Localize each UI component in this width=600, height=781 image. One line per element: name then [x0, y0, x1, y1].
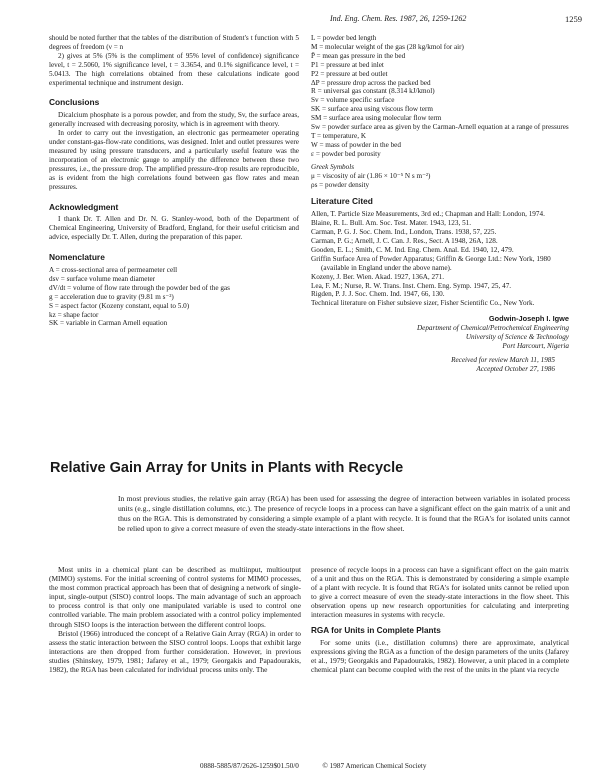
reference-item: Technical literature on Fisher subsieve sizer, Fisher Scientific Co., New York. — [311, 299, 535, 308]
nomenclature-item: P̄ = mean gas pressure in the bed — [311, 51, 406, 60]
nomenclature-item: R = universal gas constant (8.314 kJ/kmol) — [311, 87, 435, 96]
author-signature — [311, 315, 569, 373]
body-paragraph: Bristol (1966) introduced the concept of a Relative Gain Array (RGA) in order to assess the static interaction between the SISO control loops. Loops that exhibit large interactions are then dropped from further consideration. However, in previous studies (Shinskey, 1979, 1981; Jafarey et al., 1979; Georgakis and Papadourakis, 1982), the RGA has been calculated for individual process units only. The — [49, 628, 301, 675]
reference-item: Blaine, R. L. Bull. Am. Soc. Test. Mater. 1943, 123, 51. — [311, 219, 472, 228]
nomenclature-item: kz = shape factor — [49, 310, 99, 319]
nomenclature-item: P1 = pressure at bed inlet — [311, 60, 384, 69]
nomenclature-item: M = molecular weight of the gas (28 kg/kmol for air) — [311, 42, 464, 51]
body-right-column — [311, 565, 569, 674]
section-subheading: RGA for Units in Complete Plants — [311, 625, 441, 635]
running-head — [0, 14, 600, 28]
reference-item: Allen, T. Particle Size Measurements, 3rd ed.; Chapman and Hall: London, 1974. — [311, 210, 545, 219]
intro-paragraph: 2) gives at 5% (5% is the compliment of 95% level of confidence) significance level, t = 2.5060, 1% significance level, t = 3.3654, and 0.1% significance level, t = 5.0413. The high correlations obtained from these calculations indicate good experimental technique and instrument design. — [49, 51, 299, 87]
reference-item: Kozeny, J. Ber. Wien. Akad. 1927, 136A, 271. — [311, 272, 445, 281]
reference-item: Carman, P. G. J. Soc. Chem. Ind., London, Trans. 1938, 57, 225. — [311, 228, 497, 237]
literature-heading: Literature Cited — [311, 196, 373, 207]
article-title: Relative Gain Array for Units in Plants with Recycle — [50, 460, 404, 476]
reference-item: Gooden, E. L.; Smith, C. M. Ind. Eng. Chem. Anal. Ed. 1940, 12, 479. — [311, 245, 514, 254]
author-affiliation: University of Science & Technology — [465, 333, 569, 342]
journal-citation: Ind. Eng. Chem. Res. 1987, 26, 1259-1262 — [330, 14, 467, 23]
nomenclature-item: Sv = volume specific surface — [311, 96, 395, 105]
reference-item: Lea, F. M.; Nurse, R. W. Trans. Inst. Chem. Eng. Symp. 1947, 25, 47. — [311, 281, 512, 290]
nomenclature-item: A = cross-sectional area of permeameter cell — [49, 266, 178, 275]
greek-symbol-item: μ = viscosity of air (1.86 × 10⁻⁵ N s m⁻²) — [311, 171, 431, 180]
page-number: 1259 — [565, 14, 582, 24]
nomenclature-item: SK = surface area using viscous flow term — [311, 105, 434, 114]
body-paragraph: For some units (i.e., distillation columns) there are approximate, analytical expressions giving the RGA as a function of the design parameters of the units (Jafarey et al., 1979; Georgakis and Papadourakis, 1982). However, a unit placed in a complete chemical plant can become coupled with the rest of the units in the plant via recycle — [311, 637, 569, 674]
nomenclature-item: P2 = pressure at bed outlet — [311, 69, 388, 78]
reference-item: Carman, P. G.; Arnell, J. C. Can. J. Res., Sect. A 1948, 26A, 128. — [311, 237, 498, 246]
reference-item: Griffin Surface Area of Powder Apparatus; Griffin & George Ltd.: New York, 1980 (available in England under the above name). — [311, 254, 551, 272]
reference-item: Rigden, P. J. J. Soc. Chem. Ind. 1947, 66, 130. — [311, 290, 445, 299]
acknowledgment-heading: Acknowledgment — [49, 201, 119, 212]
greek-symbols-heading: Greek Symbols — [311, 162, 355, 171]
author-affiliation: Department of Chemical/Petrochemical Engineering — [416, 324, 569, 333]
conclusions-paragraph: In order to carry out the investigation, an electronic gas permeameter operating under constant-gas-flow-rate conditions, was designed. Inlet and outlet pressures were measured by using pressure transducers, and a particularly useful feature was the incorporation of an electronic gauge to amplify the difference between these two pressures, i.e., the pressure drop. The amplified pressure-drop results are reproducible, as is evident from the high correlations found between gas flow rates and mean pressures. — [49, 129, 299, 191]
conclusions-paragraph: Dicalcium phosphate is a porous powder, and from the study, Sv, the surface areas, generally increased with decreasing porosity, which is in agreement with theory. — [49, 111, 299, 129]
body-left-column — [49, 565, 301, 674]
upper-right-column — [311, 34, 569, 374]
author-name: Godwin-Joseph I. Igwe — [488, 314, 569, 324]
copyright-notice: © 1987 American Chemical Society — [322, 762, 427, 770]
nomenclature-item: T = temperature, K — [311, 131, 367, 140]
body-paragraph: presence of recycle loops in a process can have a significant effect on the gain matrix of a unit and thus on the RGA. This is demonstrated by considering a simple example of a plant with recycle. It is found that RGA's for isolated units cannot be relied upon to give a correct measure of even the steady-state interactions in the flow sheet. This observation opens up new research opportunities for calculating and interpreting interaction measures in systems with recycle. — [311, 565, 569, 620]
nomenclature-item: g = acceleration due to gravity (9.81 m s⁻²) — [49, 292, 174, 301]
article-abstract: In most previous studies, the relative gain array (RGA) has been used for assessing the degree of interaction between variables in isolated process units (e.g., single distillation columns, etc.). The presence of recycle loops in a process can have a significant effect on the gain matrix of a unit and thus on the RGA. This is demonstrated by considering a simple example of a plant with recycle. It is found that the RGA's for isolated units cannot be relied upon to give a correct measure of even the steady-state interactions in the flow sheet. — [118, 494, 570, 534]
nomenclature-item: dV/dt = volume of flow rate through the powder bed of the gas — [49, 283, 230, 292]
nomenclature-item: dsv = surface volume mean diameter — [49, 274, 156, 283]
greek-symbol-item: ρs = powder density — [311, 180, 370, 189]
nomenclature-item: Sw = powder surface area as given by the Carman-Arnell equation at a range of pressures — [311, 123, 569, 132]
intro-paragraph: should be noted further that the tables of the distribution of Student's t function with 5 degrees of freedom (ν = n — [49, 34, 299, 51]
author-affiliation: Port Harcourt, Nigeria — [502, 342, 569, 350]
nomenclature-item: SM = surface area using molecular flow term — [311, 114, 442, 123]
received-date: Received for review March 11, 1985 — [451, 355, 555, 364]
nomenclature-item: SK = variable in Carman Arnell equation — [49, 319, 168, 328]
nomenclature-item: ΔP = pressure drop across the packed bed — [311, 78, 431, 87]
upper-left-column — [49, 34, 299, 328]
body-paragraph: Most units in a chemical plant can be described as multiinput, multioutput (MIMO) systems. For the initial screening of control systems for MIMO processes, the most common practical approach has been that of designing a network of single-input, single-output (SISO) control loops. The main advantage of such an approach to process control is that only one manipulated variable is used to control one controlled variable. The main problem associated with a control policy implemented through SISO loops is the interaction between the different control loops. — [49, 565, 301, 629]
nomenclature-item: S = aspect factor (Kozeny constant, equal to 5.0) — [49, 301, 190, 310]
nomenclature-item: W = mass of powder in the bed — [311, 140, 401, 149]
accepted-date: Accepted October 27, 1986 — [476, 364, 555, 373]
nomenclature-heading: Nomenclature — [49, 252, 105, 263]
nomenclature-item: ε = powder bed porosity — [311, 149, 381, 158]
conclusions-heading: Conclusions — [49, 97, 100, 108]
article-code: 0888-5885/87/2626-1259$01.50/0 — [200, 762, 299, 770]
acknowledgment-text: I thank Dr. T. Allen and Dr. N. G. Stanley-wood, both of the Department of Chemical Engineering, University of Bradford, England, for their useful criticism and advice, especially Dr. T. Allen, during the preparation of this paper. — [49, 215, 299, 242]
page-footer — [200, 762, 580, 770]
nomenclature-item: L = powder bed length — [311, 34, 377, 42]
